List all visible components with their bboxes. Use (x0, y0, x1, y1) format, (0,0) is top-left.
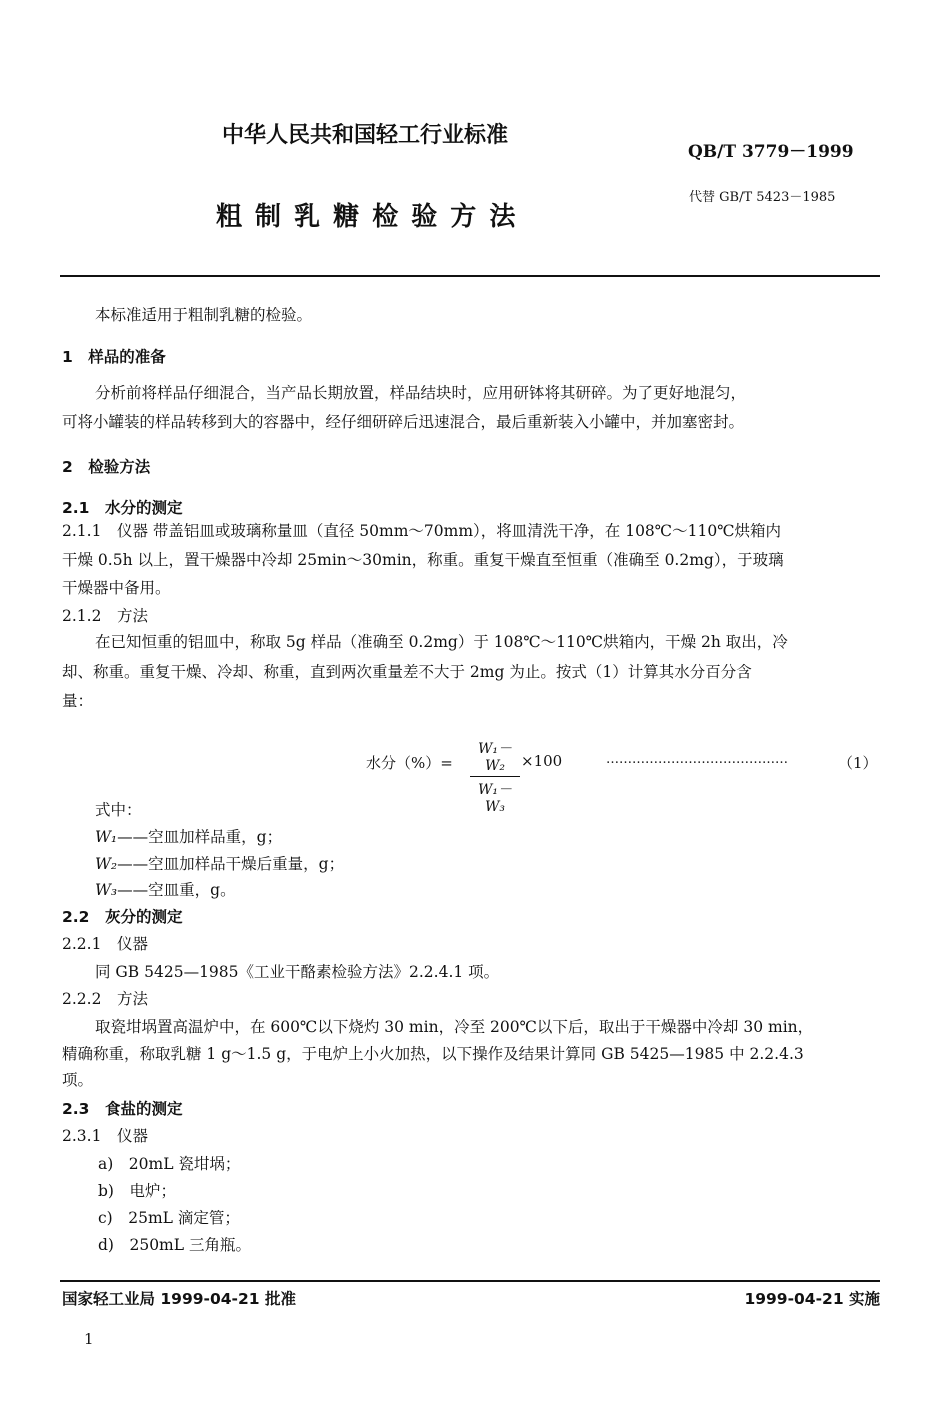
section-2-heading: 2 检验方法 (62, 458, 151, 476)
moisture-formula (366, 738, 886, 815)
variable-definition: W₁——空皿加样品重，g； (95, 828, 283, 846)
subsection-2-3-1-heading: 2.3.1 仪器 (62, 1127, 148, 1145)
section-1-heading: 1 样品的准备 (62, 348, 166, 366)
formula-multiplier: ×100 (521, 752, 563, 770)
variable-definition: W₃——空皿重，g。 (95, 881, 236, 899)
paragraph-line: 项。 (62, 1071, 94, 1089)
section-2-2-heading: 2.2 灰分的测定 (62, 908, 183, 926)
paragraph-line: 精确称重，称取乳糖 1 g～1.5 g，于电炉上小火加热，以下操作及结果计算同 GB 5425—1985 中 2.2.4.3 (62, 1045, 804, 1063)
paragraph-line: 分析前将样品仔细混合，当产品长期放置，样品结块时，应用研钵将其研碎。为了更好地混匀， (95, 384, 747, 402)
formula-lhs: 水分（%）= (366, 754, 453, 772)
document-title: 粗 制 乳 糖 检 验 方 法 (216, 202, 518, 232)
fraction-bar (470, 776, 520, 777)
approval-note: 国家轻工业局 1999-04-21 批准 (62, 1290, 296, 1308)
paragraph-line: 干燥 0.5h 以上，置干燥器中冷却 25min～30min，称重。重复干燥直至恒重（准确至 0.2mg），于玻璃 (62, 551, 784, 569)
standard-code: QB/T 3779－1999 (688, 142, 854, 162)
paragraph-line: 干燥器中备用。 (62, 579, 171, 597)
paragraph-line: 同 GB 5425—1985《工业干酪素检验方法》2.2.4.1 项。 (95, 963, 500, 981)
formula-leader-dots: …………………………………… (606, 752, 788, 767)
paragraph-line: 2.1.1 仪器 带盖铝皿或玻璃称量皿（直径 50mm～70mm），将皿清洗干净，在 108℃～110℃烘箱内 (62, 522, 782, 540)
list-item: d) 250mL 三角瓶。 (98, 1236, 251, 1254)
replaces-note: 代替 GB/T 5423－1985 (689, 190, 836, 205)
paragraph-line: 在已知恒重的铝皿中，称取 5g 样品（准确至 0.2mg）于 108℃～110℃烘箱内，干燥 2h 取出，冷 (95, 633, 788, 651)
subsection-2-2-1-heading: 2.2.1 仪器 (62, 935, 148, 953)
implementation-note: 1999-04-21 实施 (744, 1290, 880, 1308)
paragraph-line: 却、称重。重复干燥、冷却、称重，直到两次重量差不大于 2mg 为止。按式（1）计算其水分百分含 (62, 663, 752, 681)
formula-denominator: W₁－W₃ (477, 782, 512, 815)
footer-rule (60, 1280, 880, 1282)
list-item: a) 20mL 瓷坩埚； (98, 1155, 241, 1173)
where-label: 式中： (95, 801, 142, 819)
equation-number: （1） (838, 754, 878, 772)
header-rule (60, 275, 880, 277)
section-2-3-heading: 2.3 食盐的测定 (62, 1100, 183, 1118)
section-2-1-heading: 2.1 水分的测定 (62, 499, 183, 517)
intro-text: 本标准适用于粗制乳糖的检验。 (95, 306, 313, 324)
page-number: 1 (84, 1330, 94, 1348)
formula-numerator: W₁－W₂ (477, 741, 512, 774)
paragraph-line: 量： (62, 692, 94, 710)
formula-fraction (470, 738, 520, 815)
list-item: b) 电炉； (98, 1182, 176, 1200)
subsection-2-1-2-heading: 2.1.2 方法 (62, 607, 148, 625)
variable-definition: W₂——空皿加样品干燥后重量，g； (95, 855, 345, 873)
subsection-2-2-2-heading: 2.2.2 方法 (62, 990, 148, 1008)
list-item: c) 25mL 滴定管； (98, 1209, 240, 1227)
paragraph-line: 可将小罐装的样品转移到大的容器中，经仔细研碎后迅速混合，最后重新装入小罐中，并加塞密封。 (62, 413, 745, 431)
paragraph-line: 取瓷坩埚置高温炉中，在 600℃以下烧灼 30 min，冷至 200℃以下后，取出于干燥器中冷却 30 min， (95, 1018, 814, 1036)
standard-body-title: 中华人民共和国轻工行业标准 (222, 123, 509, 148)
